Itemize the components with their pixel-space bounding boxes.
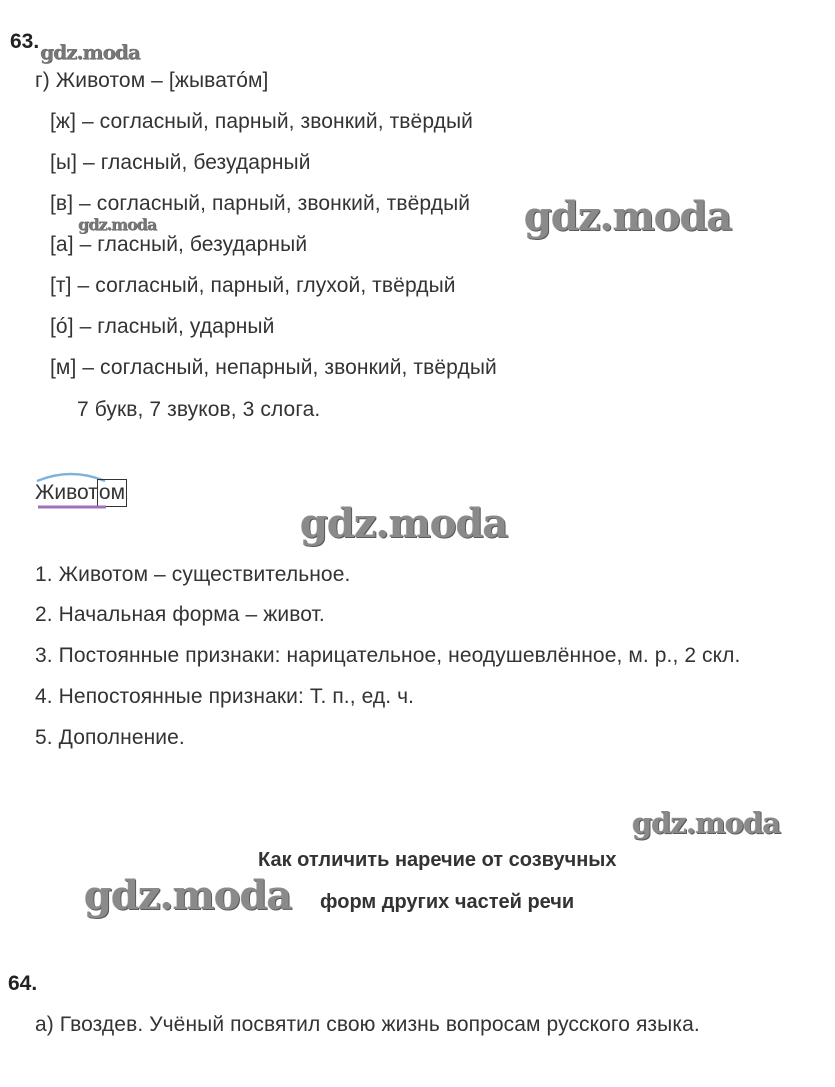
task-number-64: 64. — [8, 972, 38, 995]
watermark: gdz.moda — [524, 193, 732, 240]
word-root: Живот — [35, 481, 98, 504]
watermark: gdz.moda — [78, 215, 157, 234]
task63-header: г) Животом – [жыватóм] — [35, 69, 269, 92]
morph-line-3: 3. Постоянные признаки: нарицательное, неодушевлённое, м. р., 2 скл. — [35, 644, 741, 667]
phonetic-line-5: [т] – согласный, парный, глухой, твёрдый — [50, 274, 456, 297]
word-ending-box: ом — [97, 479, 127, 507]
watermark: gdz.moda — [632, 806, 781, 840]
morph-line-1: 1. Животом – существительное. — [35, 563, 351, 586]
suffix-underline-icon — [38, 504, 108, 510]
phonetic-line-3: [в] – согласный, парный, звонкий, твёрдый — [50, 192, 471, 215]
morph-line-5: 5. Дополнение. — [35, 726, 185, 749]
phonetic-line-4: [а] – гласный, безударный — [50, 233, 308, 256]
watermark: gdz.moda — [84, 872, 292, 919]
morpheme-parse — [35, 472, 127, 512]
morph-line-2: 2. Начальная форма – живот. — [35, 603, 325, 626]
phonetic-line-6: [ó] – гласный, ударный — [50, 315, 275, 338]
morph-line-4: 4. Непостоянные признаки: Т. п., ед. ч. — [35, 685, 415, 708]
rule-heading-line-2: форм других частей речи — [320, 891, 575, 913]
phonetic-line-7: [м] – согласный, непарный, звонкий, твёрдый — [50, 356, 497, 379]
rule-heading-line-1: Как отличить наречие от созвучных — [258, 849, 617, 871]
watermark: gdz.moda — [40, 40, 140, 64]
phonetic-line-1: [ж] – согласный, парный, звонкий, твёрдый — [50, 110, 473, 133]
phonetic-line-2: [ы] – гласный, безударный — [50, 151, 311, 174]
watermark: gdz.moda — [300, 500, 508, 547]
sound-letter-summary: 7 букв, 7 звуков, 3 слога. — [77, 398, 321, 421]
task-number-63: 63. — [10, 30, 40, 53]
task64-line-a: а) Гвоздев. Учёный посвятил свою жизнь вопросам русского языка. — [35, 1013, 700, 1036]
